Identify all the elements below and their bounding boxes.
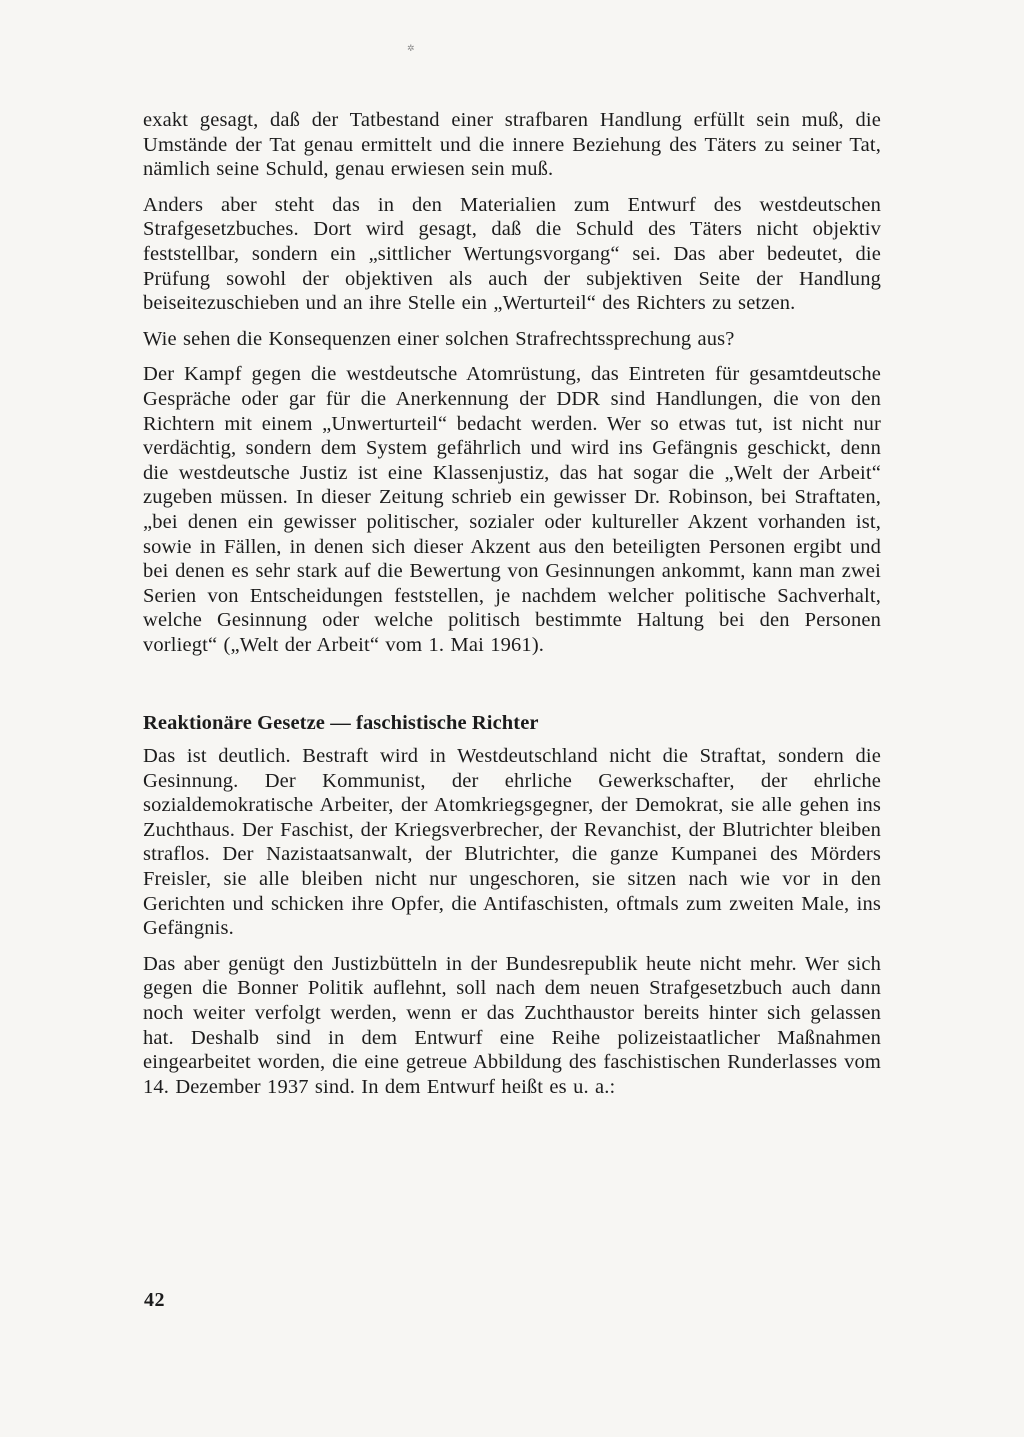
text-column (143, 108, 881, 1099)
paragraph-1: exakt gesagt, daß der Tatbestand einer strafbaren Handlung erfüllt sein muß, die Umstände der Tat genau ermittelt und die innere Beziehung des Täters zu seiner Tat, nämlich seine Schuld, genau erwiesen sein muß. (143, 109, 881, 181)
paragraph-6: Das aber genügt den Justizbütteln in der Bundesrepublik heute nicht mehr. Wer sich gegen die Bonner Politik auflehnt, soll nach dem neuen Strafgesetzbuch auch dann noch weiter verfolgt werden, wenn er das Zuchthaustor bereits hinter sich gelassen hat. Deshalb sind in dem Entwurf eine Reihe polizeistaatlicher Maßnahmen eingearbeitet worden, die eine getreue Abbildung des faschistischen Runderlasses vom 14. Dezember 1937 sind. In dem Entwurf heißt es u. a.: (143, 952, 881, 1098)
page-number: 42 (144, 1289, 165, 1311)
paragraph-4: Der Kampf gegen die westdeutsche Atomrüstung, das Eintreten für gesamtdeutsche Gespräche oder gar für die Anerkennung der DDR sind Handlungen, die von den Richtern mit einem „Unwerturteil“ bedacht werden. Wer so etwas tut, ist nicht nur verdächtig, sondern dem System gefährlich und wird ins Gefängnis geschickt, denn die westdeutsche Justiz ist eine Klassenjustiz, das hat sogar die „Welt der Arbeit“ zugeben müssen. In dieser Zeitung schrieb ein gewisser Dr. Robinson, bei Straftaten, „bei denen ein gewisser politischer, sozialer oder kultureller Akzent vorhanden ist, sowie in Fällen, in denen sich dieser Akzent aus den beteiligten Personen ergibt und bei denen es sehr stark auf die Bewertung von Gesinnungen ankommt, kann man zwei Serien von Entscheidungen feststellen, je nachdem welcher politische Sachverhalt, welche Gesinnung oder welche politisch bestimmte Haltung bei den Personen vorliegt“ („Welt der Arbeit“ vom 1. Mai 1961). (143, 363, 881, 656)
paragraph-3: Wie sehen die Konsequenzen einer solchen Strafrechtssprechung aus? (143, 327, 735, 350)
section-heading: Reaktionäre Gesetze — faschistische Richter (143, 712, 539, 735)
paragraph-5: Das ist deutlich. Bestraft wird in Westdeutschland nicht die Straftat, sondern die Gesinnung. Der Kommunist, der ehrliche Gewerkschafter, der ehrliche sozialdemokratische Arbeiter, der Atomkriegsgegner, der Demokrat, sie alle gehen ins Zuchthaus. Der Faschist, der Kriegsverbrecher, der Revanchist, der Blutrichter bleiben straflos. Der Nazistaatsanwalt, der Blutrichter, die ganze Kumpanei des Mörders Freisler, sie alle bleiben nicht nur ungeschoren, sie sitzen nach wie vor in den Gerichten und schicken ihre Opfer, die Antifaschisten, oftmals zum zweiten Male, ins Gefängnis. (143, 745, 881, 940)
print-speck-ornament: ✲ (407, 43, 415, 53)
paragraph-2: Anders aber steht das in den Materialien zum Entwurf des westdeutschen Strafgesetzbuches. Dort wird gesagt, daß die Schuld des Täters nicht objektiv feststellbar, sondern ein „sittlicher Wertungsvorgang“ sei. Das aber bedeutet, die Prüfung sowohl der objektiven als auch der subjektiven Seite der Handlung beiseitezuschieben und an ihre Stelle ein „Werturteil“ des Richters zu setzen. (143, 193, 881, 315)
